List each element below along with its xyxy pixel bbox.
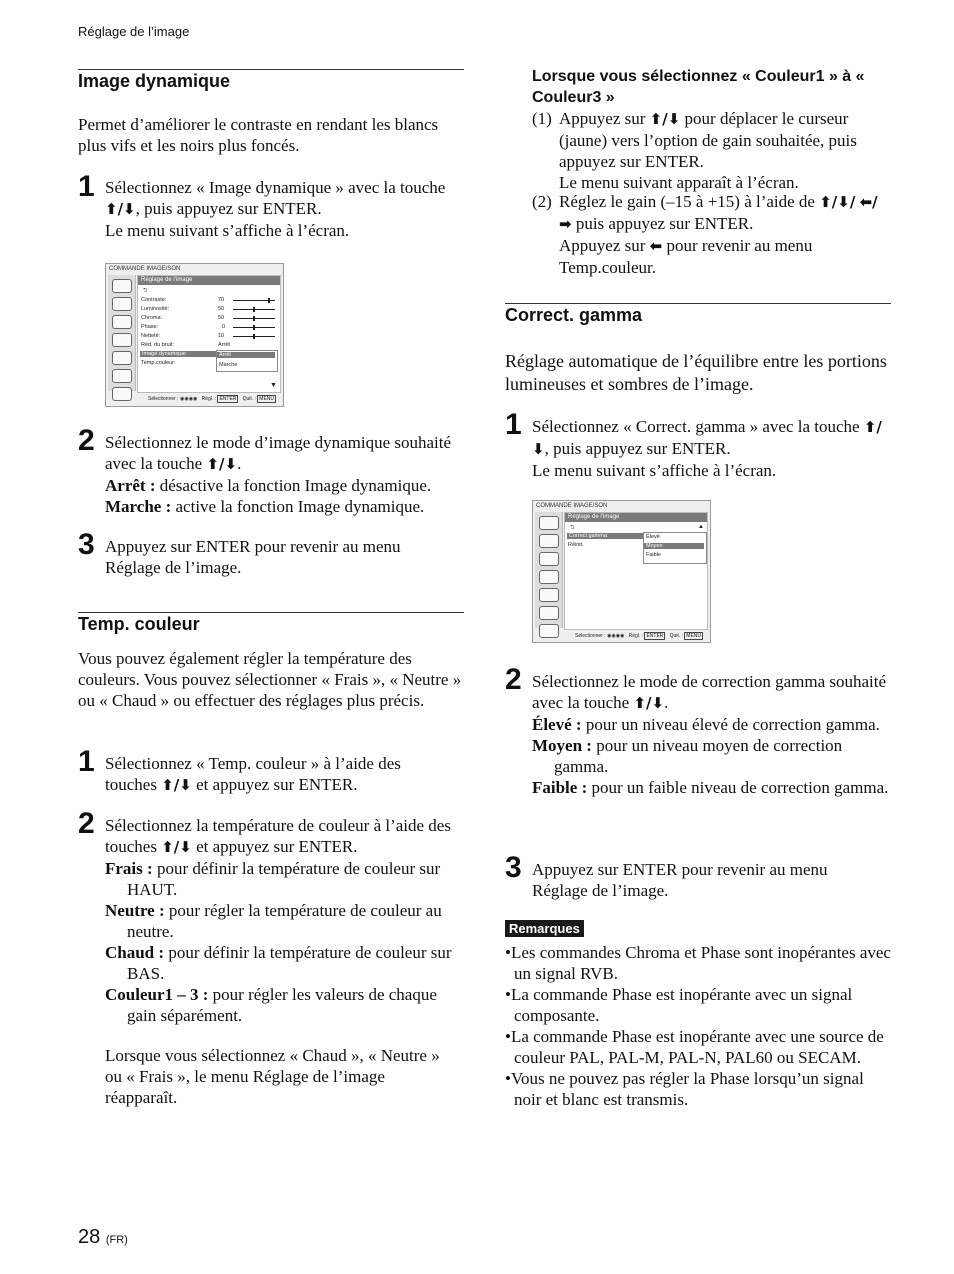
- osd-row-value: 70: [218, 297, 225, 303]
- back-icon: ⮌: [143, 288, 148, 294]
- step-number: 3: [78, 528, 95, 561]
- osd-menu-screenshot: [105, 263, 284, 407]
- up-down-arrow-icon: ⬆/⬇: [532, 418, 882, 458]
- osd-row-label: Luminosité:: [141, 306, 170, 312]
- step-text: Sélectionnez la température de couleur à l’aide des touches ⬆/⬇ et appuyez sur ENTER. Frais : pour définir la température de couleur sur HAUT. Neutre : pour régler la température de couleur au neutre. Chaud : pour définir la température de couleur sur BAS. Couleur1 – 3 : pour régler les valeurs de chaque gain séparément.: [105, 816, 452, 1025]
- osd-row-value: 10: [218, 333, 225, 339]
- screen-icon: [112, 315, 132, 329]
- up-down-arrow-icon: ⬆/⬇/: [819, 193, 856, 211]
- section-rule: [505, 303, 891, 304]
- slider-knob: [253, 307, 255, 312]
- language-icon: [112, 387, 132, 401]
- running-header: Réglage de l’image: [78, 24, 190, 39]
- step-text: Sélectionnez le mode de correction gamma souhaité avec la touche ⬆/⬇. Élevé : pour un niveau élevé de correction gamma. Moyen : pour un niveau moyen de correction gamma. Faible : pour un faible niveau de correction gamma.: [532, 672, 889, 797]
- setup-icon: [112, 333, 132, 347]
- up-down-arrow-icon: ⬆/⬇: [161, 838, 192, 856]
- osd-sidebar: [108, 275, 136, 391]
- osd-row-selected: Correct gamma:: [567, 533, 643, 539]
- step-number: 1: [78, 170, 95, 203]
- input-icon: [112, 351, 132, 365]
- osd-row-value: 50: [218, 306, 225, 312]
- subsection-title: Lorsque vous sélectionnez « Couleur1 » à « Couleur3 »: [532, 68, 865, 106]
- osd-footer: Sélectionner : ◉◉◉◉ Régl. : ENTER Quit. : MENU: [148, 396, 275, 402]
- step-number: 2: [505, 663, 522, 696]
- substep-text: Réglez le gain (–15 à +15) à l’aide de ⬆/⬇/ ⬅/➡ puis appuyez sur ENTER. Appuyez sur ⬅ pour revenir au menu Temp.couleur.: [559, 192, 878, 277]
- osd-pane-title: Réglage de l’image: [138, 276, 280, 285]
- section-title-temp-couleur: Temp. couleur: [78, 614, 200, 634]
- osd-option: Élevé: [646, 534, 660, 540]
- step-text: Sélectionnez le mode d’image dynamique souhaité avec la touche ⬆/⬇. Arrêt : désactive la fonction Image dynamique. Marche : active la fonction Image dynamique.: [105, 433, 452, 516]
- section-intro: Vous pouvez également régler la température des couleurs. Vous pouvez sélectionner « Frais », « Neutre » ou « Chaud » ou effectuer des réglages plus précis.: [78, 649, 462, 710]
- osd-row-label: Phase:: [141, 324, 159, 330]
- osd-row-label: Réinit.: [568, 542, 584, 548]
- osd-row-label: Chroma:: [141, 315, 163, 321]
- osd-options-popup: [643, 532, 707, 564]
- left-arrow-icon: ⬅: [649, 237, 663, 255]
- step-text: Sélectionnez « Correct. gamma » avec la touche ⬆/⬇, puis appuyez sur ENTER. Le menu suivant s’affiche à l’écran.: [532, 417, 882, 480]
- up-down-arrow-icon: ⬆/⬇: [206, 455, 238, 473]
- section-title-image-dynamique: Image dynamique: [78, 71, 231, 91]
- osd-row-selected: Image dynamique:: [140, 351, 216, 357]
- step-text: Sélectionnez « Temp. couleur » à l’aide des touches ⬆/⬇ et appuyez sur ENTER.: [105, 754, 401, 794]
- slider-knob: [253, 316, 255, 321]
- section-rule: [78, 612, 464, 613]
- sound-icon: [112, 297, 132, 311]
- osd-option-selected: Arrêt: [217, 352, 275, 358]
- list-item: •La commande Phase est inopérante avec un signal composante.: [505, 985, 853, 1025]
- osd-pane-title: Réglage de l’image: [565, 513, 707, 522]
- list-item: •Les commandes Chroma et Phase sont inopérantes avec un signal RVB.: [505, 943, 891, 983]
- substep-number: (1): [532, 109, 552, 128]
- step-number: 1: [505, 408, 522, 441]
- osd-footer: Sélectionner : ◉◉◉◉ Régl. : ENTER Quit. : MENU: [575, 633, 702, 639]
- step-text: Appuyez sur ENTER pour revenir au menu Réglage de l’image.: [105, 537, 401, 577]
- step-number: 3: [505, 851, 522, 884]
- step-number: 2: [78, 424, 95, 457]
- step-number: 1: [78, 745, 95, 778]
- list-item: •La commande Phase est inopérante avec une source de couleur PAL, PAL-M, PAL-N, PAL60 ou SECAM.: [505, 1027, 884, 1067]
- screen-icon: [539, 552, 559, 566]
- osd-row-value: 0: [222, 324, 226, 330]
- section-title-correct-gamma: Correct. gamma: [505, 305, 643, 325]
- section-intro: Permet d’améliorer le contraste en rendant les blancs plus vifs et les noirs plus foncés.: [78, 115, 439, 155]
- osd-row-label: Réd. du bruit:: [141, 342, 175, 348]
- page-number: 28 (FR): [78, 1226, 128, 1248]
- osd-option-selected: Moyen: [644, 543, 704, 549]
- slider-knob: [253, 325, 255, 330]
- slider-knob: [253, 334, 255, 339]
- up-down-arrow-icon: ⬆/⬇: [649, 110, 681, 128]
- up-down-arrow-icon: ⬆/⬇: [633, 694, 665, 712]
- osd-option: Marche: [219, 362, 238, 368]
- notes-list: [505, 942, 891, 1110]
- scroll-up-icon: ▲: [698, 524, 704, 530]
- osd-row-value: Arrêt: [218, 342, 230, 348]
- picture-icon: [112, 279, 132, 293]
- osd-menu-title: COMMANDE IMAGE/SON: [536, 503, 608, 509]
- osd-row-label: Temp.couleur:: [141, 360, 176, 366]
- sound-icon: [539, 534, 559, 548]
- osd-row-value: 50: [218, 315, 225, 321]
- list-item: •Vous ne pouvez pas régler la Phase lorsqu’un signal noir et blanc est transmis.: [505, 1069, 864, 1109]
- up-down-arrow-icon: ⬆/⬇: [105, 200, 136, 218]
- osd-option: Faible: [646, 552, 661, 558]
- osd-row-label: Contraste:: [141, 297, 167, 303]
- language-icon: [539, 624, 559, 638]
- step-text: Sélectionnez « Image dynamique » avec la touche ⬆/⬇, puis appuyez sur ENTER. Le menu suivant s’affiche à l’écran.: [105, 178, 446, 240]
- slider-knob: [268, 298, 270, 303]
- step-note: Lorsque vous sélectionnez « Chaud », « Neutre » ou « Frais », le menu Réglage de l’image réapparaît.: [105, 1046, 440, 1107]
- substep-text: Appuyez sur ⬆/⬇ pour déplacer le curseur (jaune) vers l’option de gain souhaitée, puis appuyez sur ENTER. Le menu suivant apparaît à l’écran.: [559, 109, 857, 192]
- up-down-arrow-icon: ⬆/⬇: [161, 776, 192, 794]
- osd-pane: [564, 512, 708, 630]
- osd-options-popup: [216, 350, 278, 372]
- osd-menu-screenshot: [532, 500, 711, 643]
- step-number: 2: [78, 807, 95, 840]
- scroll-down-icon: ▼: [270, 382, 277, 389]
- osd-pane: [137, 275, 281, 393]
- timer-icon: [539, 606, 559, 620]
- left-right-arrow-icon: ⬅/➡: [559, 193, 878, 233]
- picture-icon: [539, 516, 559, 530]
- osd-menu-title: COMMANDE IMAGE/SON: [109, 266, 181, 272]
- substep-number: (2): [532, 192, 552, 211]
- timer-icon: [112, 369, 132, 383]
- section-rule: [78, 69, 464, 70]
- section-intro: Réglage automatique de l’équilibre entre les portions lumineuses et sombres de l’image.: [505, 351, 887, 394]
- step-text: Appuyez sur ENTER pour revenir au menu Réglage de l’image.: [532, 860, 828, 900]
- input-icon: [539, 588, 559, 602]
- notes-badge: Remarques: [505, 920, 584, 937]
- osd-sidebar: [535, 512, 563, 628]
- back-icon: ⮌: [570, 525, 575, 531]
- osd-row-label: Netteté:: [141, 333, 161, 339]
- setup-icon: [539, 570, 559, 584]
